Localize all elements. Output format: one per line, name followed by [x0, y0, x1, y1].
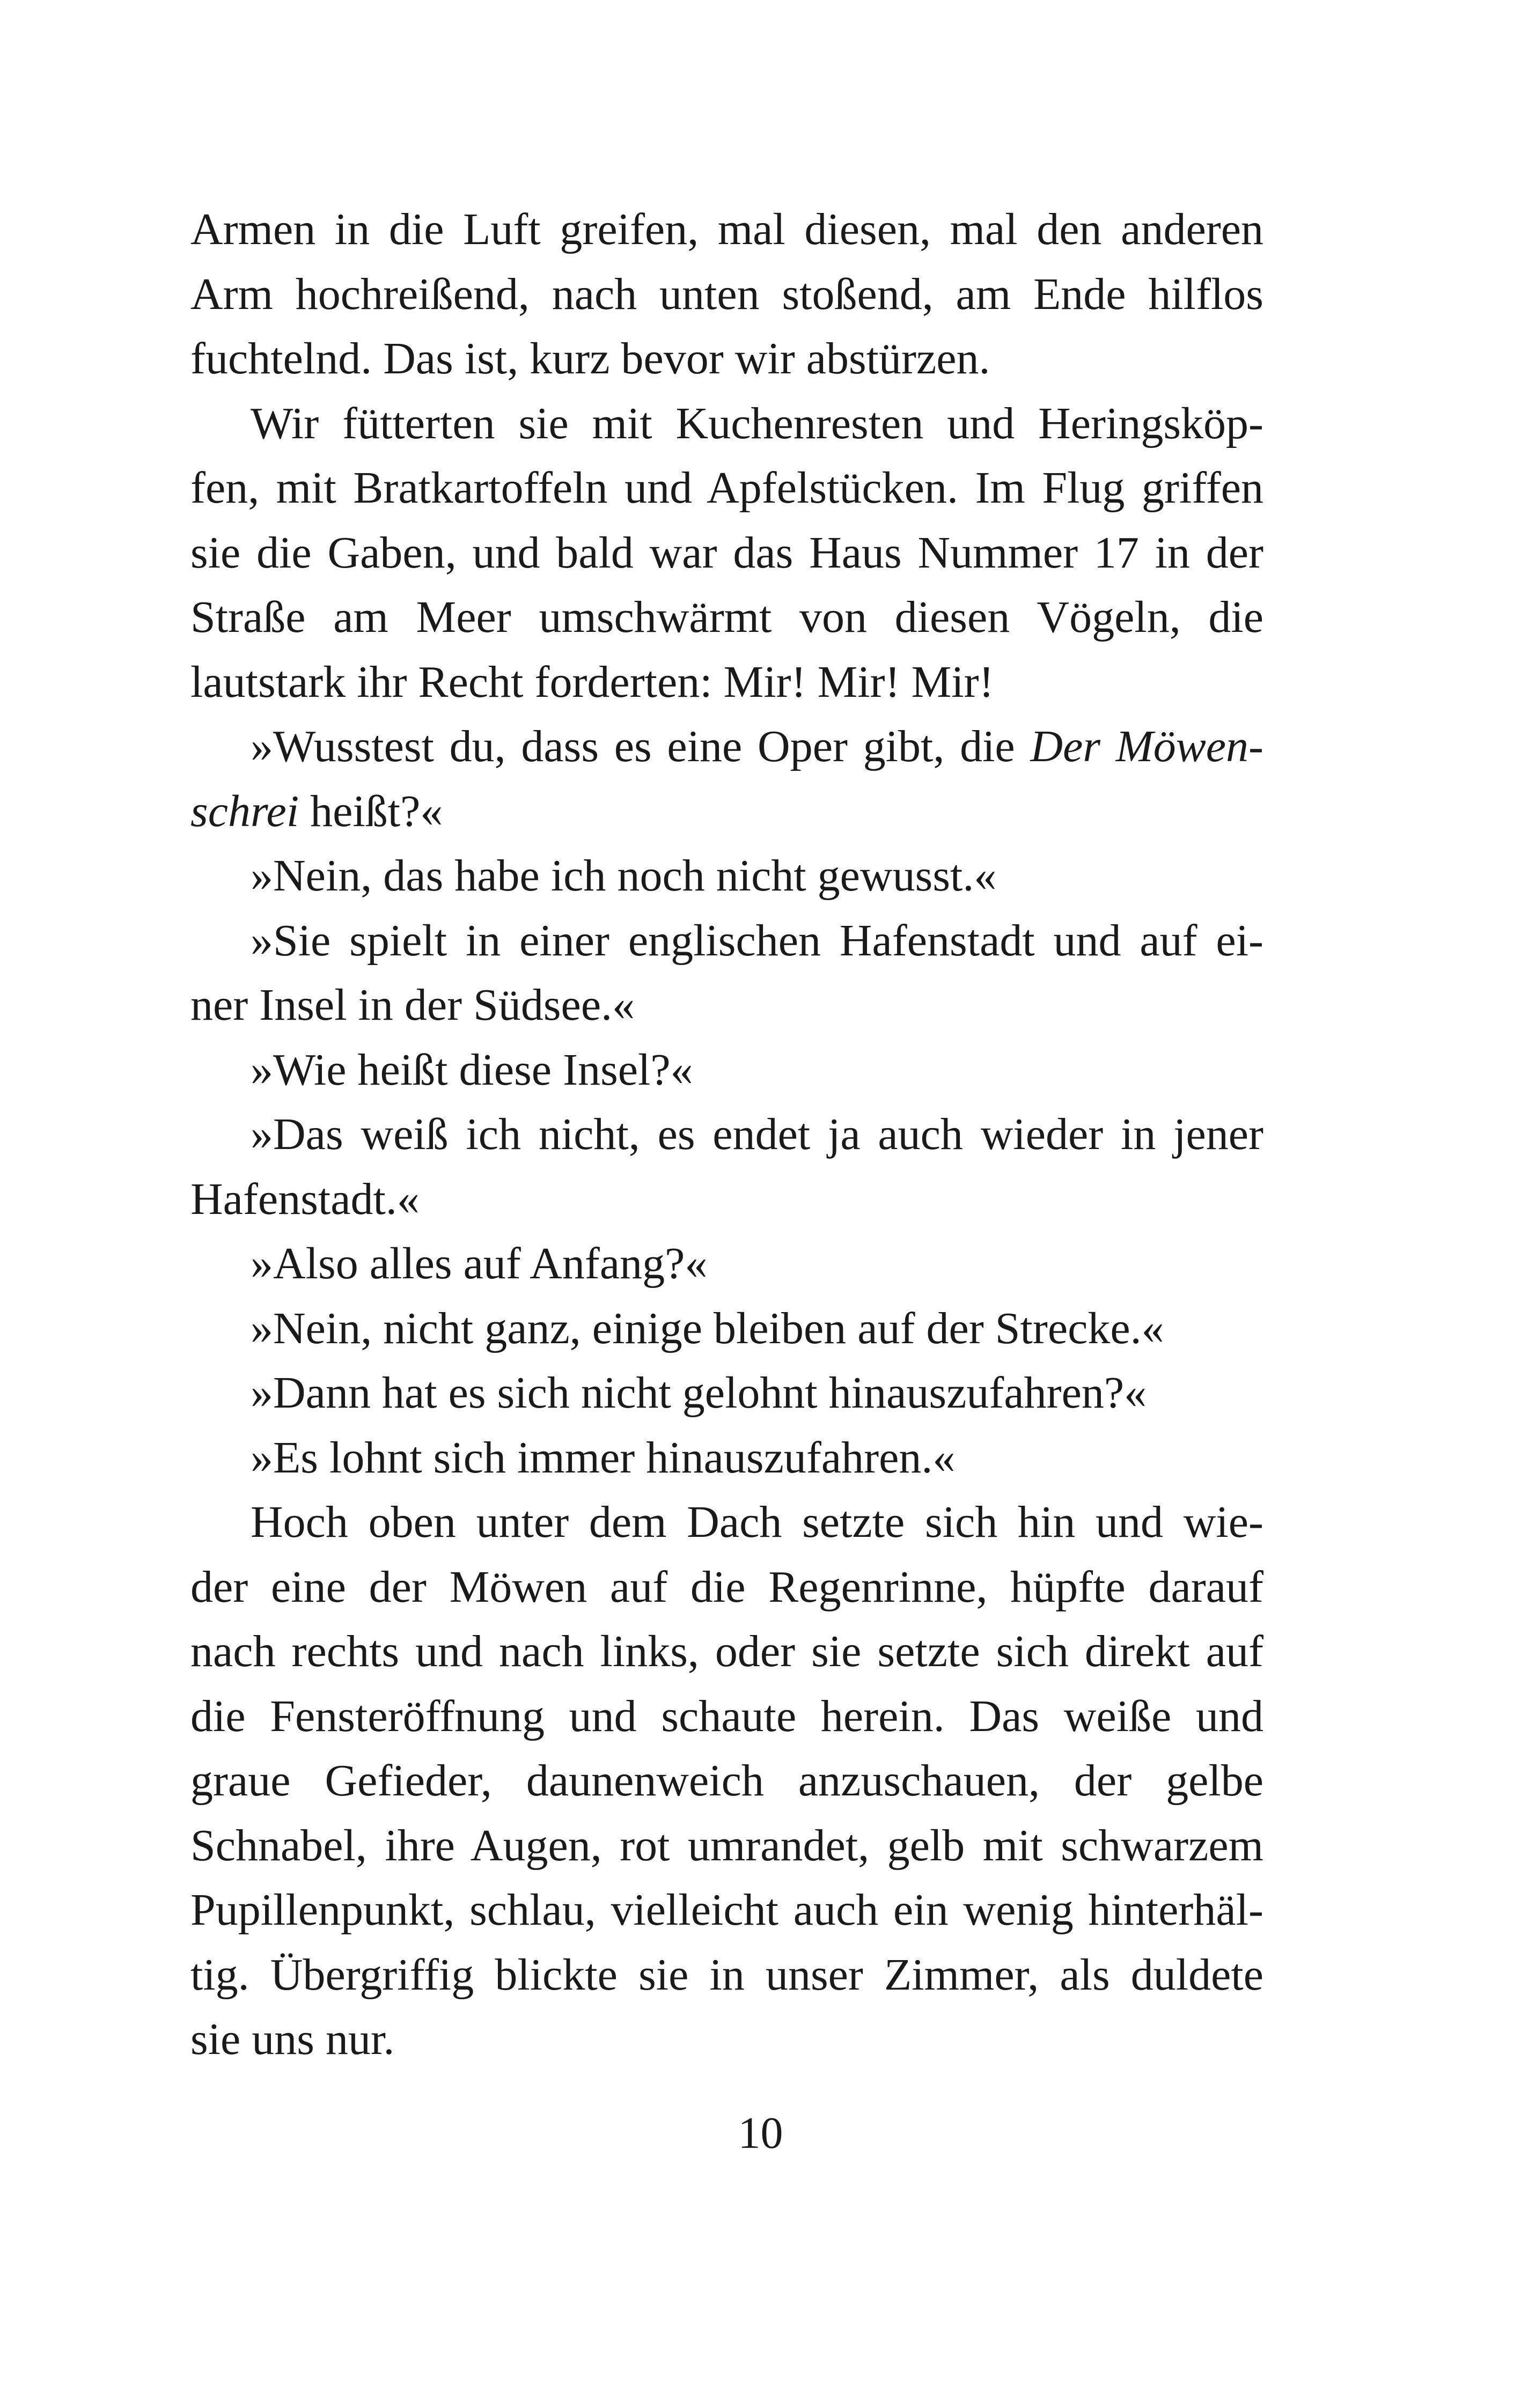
text-line	[190, 715, 1263, 779]
text-line: fen, mit Bratkartoffeln und Apfelstücken. Im Flug griffen	[190, 463, 1263, 513]
text-line: Armen in die Luft greifen, mal diesen, mal den anderen	[190, 204, 1263, 254]
text-line: Wir fütterten sie mit Kuchenresten und Heringsköp-	[251, 398, 1263, 448]
text-line: Straße am Meer umschwärmt von diesen Vögeln, die	[190, 592, 1263, 642]
text-line: Hafenstadt.«	[190, 1174, 420, 1224]
text-line: »Das weiß ich nicht, es endet ja auch wieder in jener	[251, 1109, 1263, 1159]
text-line: »Nein, das habe ich noch nicht gewusst.«	[251, 851, 997, 901]
text-line: Pupillenpunkt, schlau, vielleicht auch ein wenig hinterhäl-	[190, 1885, 1263, 1935]
text-line: ner Insel in der Südsee.«	[190, 980, 635, 1030]
text-line: der eine der Möwen auf die Regenrinne, hüpfte darauf	[190, 1562, 1263, 1612]
text-line: Schnabel, ihre Augen, rot umrandet, gelb mit schwarzem	[190, 1820, 1263, 1871]
text-line: tig. Übergriffig blickte sie in unser Zimmer, als duldete	[190, 1949, 1263, 2000]
italic-title-span: Der Möwen-	[1030, 721, 1264, 771]
text-line: »Es lohnt sich immer hinauszufahren.«	[251, 1432, 956, 1483]
text-line: »Wie heißt diese Insel?«	[251, 1044, 693, 1095]
text-line: sie die Gaben, und bald war das Haus Nummer 17 in der	[190, 527, 1263, 578]
text-line: sie uns nur.	[190, 2014, 395, 2064]
text-line	[190, 779, 1263, 844]
text-line: fuchtelnd. Das ist, kurz bevor wir abstürzen.	[190, 334, 990, 384]
text-line: »Sie spielt in einer englischen Hafenstadt und auf ei-	[251, 915, 1263, 966]
text-span: »Wusstest du, dass es eine Oper gibt, die	[251, 721, 1031, 771]
body-text	[190, 197, 1263, 2072]
text-line: lautstark ihr Recht forderten: Mir! Mir! Mir!	[190, 657, 994, 707]
text-line: Hoch oben unter dem Dach setzte sich hin und wie-	[251, 1497, 1263, 1547]
page-number: 10	[738, 2108, 783, 2158]
text-line: graue Gefieder, daunenweich anzuschauen, der gelbe	[190, 1756, 1263, 1806]
text-line: die Fensteröffnung und schaute herein. Das weiße und	[190, 1691, 1263, 1741]
text-line: Arm hochreißend, nach unten stoßend, am Ende hilflos	[190, 269, 1263, 319]
text-line: nach rechts und nach links, oder sie setzte sich direkt auf	[190, 1626, 1263, 1676]
italic-title-span: schrei	[190, 786, 299, 836]
text-span: heißt?«	[299, 786, 443, 836]
text-line: »Dann hat es sich nicht gelohnt hinauszufahren?«	[251, 1368, 1147, 1418]
text-line: »Also alles auf Anfang?«	[251, 1239, 708, 1288]
text-line: »Nein, nicht ganz, einige bleiben auf der Strecke.«	[251, 1303, 1164, 1353]
